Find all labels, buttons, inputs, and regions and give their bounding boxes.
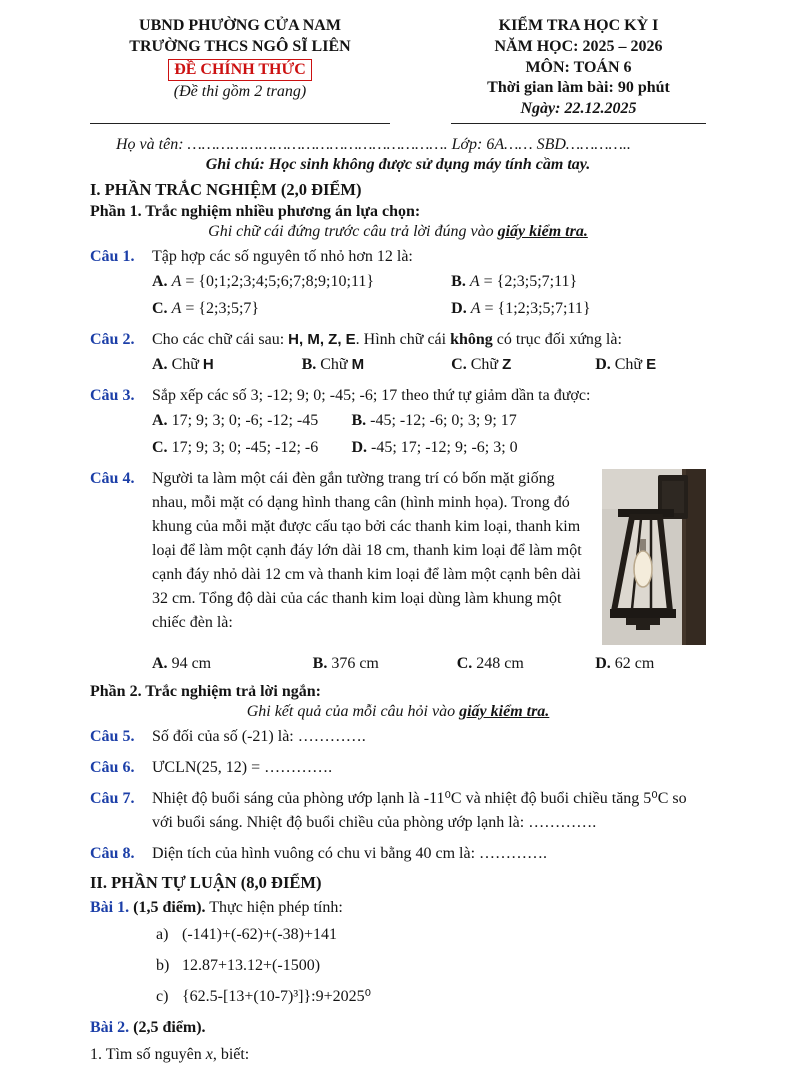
option-d [451, 297, 706, 321]
option-c [457, 652, 596, 676]
option-a-text: 17; 9; 3; 0; -6; -12; -45 [171, 411, 319, 429]
option-b [302, 353, 452, 377]
option-b-text: = {2;3;5;7;11} [479, 272, 578, 290]
question-7 [90, 787, 706, 835]
school-year: NĂM HỌC: 2025 – 2026 [494, 37, 663, 55]
question-2-bold-word: không [450, 330, 493, 348]
option-a-text: = {0;1;2;3;4;5;6;7;8;9;10;11} [181, 272, 375, 290]
option-c-letter: C. [152, 299, 168, 317]
option-b [313, 652, 457, 676]
section-1-title: I. PHẦN TRẮC NGHIỆM (2,0 ĐIỂM) [90, 179, 362, 199]
exam-note: Ghi chú: Học sinh không được sử dụng máy tính cầm tay. [205, 155, 591, 173]
option-a [152, 270, 451, 294]
question-2-letters: H, M, Z, E [288, 330, 356, 348]
option-d-letter: D. [595, 654, 611, 672]
part-1-instruction-text: Ghi chữ cái đứng trước câu trả lời đúng vào [208, 222, 498, 240]
question-2-body [152, 328, 706, 377]
option-c-letter: C. [451, 355, 467, 373]
option-a-letter: A. [152, 355, 168, 373]
exercise-2-item-1 [90, 1043, 706, 1067]
option-a [152, 652, 313, 676]
option-b-letter: B. [312, 654, 328, 672]
option-d-text: -45; 17; -12; 9; -6; 3; 0 [371, 438, 518, 456]
option-c-text: = {2;3;5;7} [181, 299, 260, 317]
item-a-expression: (-141)+(-62)+(-38)+141 [182, 925, 338, 943]
exercise-1-intro: Thực hiện phép tính: [209, 898, 343, 916]
exercise-1-item-c [156, 985, 706, 1009]
question-2-text-post: có trục đối xứng là: [492, 330, 622, 348]
option-d [595, 652, 706, 676]
question-5-label: Câu 5. [90, 727, 135, 745]
exercise-1-heading [90, 896, 706, 920]
exercise-2-label: Bài 2. [90, 1018, 130, 1036]
exam-header [90, 16, 706, 124]
option-b-letter: B. [301, 355, 317, 373]
part-2-instruction [90, 703, 706, 721]
option-a-letter: A. [152, 411, 168, 429]
option-b-letter: B. [451, 272, 466, 290]
question-6-text: ƯCLN(25, 12) = …………. [152, 758, 333, 776]
question-2-label: Câu 2. [90, 330, 135, 348]
question-8-label: Câu 8. [90, 844, 135, 862]
option-a-letter: A. [152, 272, 168, 290]
part-1-instruction-emphasis: giấy kiểm tra. [497, 222, 588, 240]
question-7-body [152, 787, 706, 835]
option-a [152, 353, 302, 377]
option-d-var: A [470, 299, 481, 317]
option-c [152, 297, 451, 321]
option-d-text: = {1;2;3;5;7;11} [480, 299, 591, 317]
pages-note: (Đề thi gồm 2 trang) [173, 82, 307, 100]
question-4 [90, 467, 706, 676]
part-2-instruction-text: Ghi kết quả của mỗi câu hỏi vào [246, 702, 460, 720]
question-8-text: Diện tích của hình vuông có chu vi bằng 40 cm là: …………. [152, 844, 548, 862]
exercise-2-item-1-pre: 1. Tìm số nguyên [90, 1045, 206, 1063]
question-4-body [152, 467, 706, 676]
question-8-body [152, 842, 706, 866]
question-3-label: Câu 3. [90, 386, 135, 404]
exercise-1-label: Bài 1. [90, 898, 130, 916]
question-1-label: Câu 1. [90, 247, 135, 265]
question-5 [90, 725, 706, 749]
exercise-2-heading [90, 1016, 706, 1040]
option-d-letter: D. [351, 438, 367, 456]
question-7-text: Nhiệt độ buổi sáng của phòng ướp lạnh là -11⁰C và nhiệt độ buổi chiều tăng 5⁰C so với buổi sáng. Nhiệt độ buổi chiều của phòng ướp lạnh là: …………. [152, 789, 687, 831]
option-c-text: Chữ [470, 355, 503, 373]
exercise-1-points: (1,5 điểm). [133, 898, 206, 916]
header-school-block [90, 16, 390, 124]
part-2-title: Phần 2. Trắc nghiệm trả lời ngắn: [90, 682, 321, 700]
question-5-text: Số đối của số (-21) là: …………. [152, 727, 366, 745]
option-c-glyph: Z [502, 355, 512, 373]
option-c-letter: C. [456, 654, 473, 672]
option-b-text: 376 cm [331, 654, 379, 672]
option-b [351, 409, 706, 433]
question-5-body [152, 725, 706, 749]
section-2-title: II. PHẦN TỰ LUẬN (8,0 ĐIỂM) [90, 872, 322, 892]
wall-lantern-illustration [602, 469, 706, 645]
option-d-letter: D. [451, 299, 467, 317]
option-b-text: Chữ [320, 355, 352, 373]
option-b [451, 270, 706, 294]
option-b-glyph: M [351, 355, 365, 373]
question-2-text-pre: Cho các chữ cái sau: [152, 330, 289, 348]
question-6-body [152, 756, 706, 780]
question-6-label: Câu 6. [90, 758, 135, 776]
question-2-options [152, 353, 706, 377]
option-a-letter: A. [152, 654, 168, 672]
exercise-2-item-1-post: , biết: [212, 1045, 250, 1063]
question-2-text [152, 328, 706, 352]
question-7-label: Câu 7. [90, 789, 135, 807]
question-2 [90, 328, 706, 377]
question-8 [90, 842, 706, 866]
option-a-text: Chữ [171, 355, 203, 373]
exercise-2-item-1-var: x [205, 1045, 213, 1063]
question-3-body [152, 384, 706, 460]
question-3-text: Sắp xếp các số 3; -12; 9; 0; -45; -6; 17 theo thứ tự giảm dần ta được: [152, 386, 591, 404]
question-1 [90, 245, 706, 321]
option-d [595, 353, 706, 377]
subject-name: MÔN: TOÁN 6 [525, 58, 632, 76]
option-b-var: A [469, 272, 480, 290]
school-name: TRƯỜNG THCS NGÔ SĨ LIÊN [129, 37, 351, 55]
option-a-var: A [171, 272, 182, 290]
exercise-1-items [156, 923, 706, 1009]
option-c [152, 436, 351, 460]
item-a-key: a) [156, 925, 169, 943]
question-1-options [152, 270, 706, 321]
exam-title: KIỂM TRA HỌC KỲ I [498, 17, 659, 34]
question-4-options [152, 649, 706, 676]
question-6 [90, 756, 706, 780]
official-exam-stamp-wrap [90, 59, 390, 81]
option-d-text: Chữ [614, 355, 647, 373]
part-1-instruction [90, 223, 706, 241]
question-1-text: Tập hợp các số nguyên tố nhỏ hơn 12 là: [152, 247, 413, 265]
question-3-options [152, 409, 706, 460]
option-c [451, 353, 595, 377]
official-exam-stamp: ĐỀ CHÍNH THỨC [168, 59, 312, 81]
header-exam-block [451, 16, 706, 124]
option-b-letter: B. [351, 411, 367, 429]
item-c-key: c) [156, 987, 169, 1005]
question-1-body [152, 245, 706, 321]
question-4-text: Người ta làm một cái đèn gắn tường trang trí có bốn mặt giống nhau, mỗi mặt có dạng hình thang cân (hình minh họa). Trong đó khung của mỗi mặt được cấu tạo bởi các thanh kim loại, thanh kim loại để làm một cạnh đáy lớn dài 18 cm, thanh kim loại để làm một cạnh đáy nhỏ dài 12 cm và thanh kim loại để làm một cạnh bên dài 32 cm. Tổng độ dài của các thanh kim loại dùng làm khung một chiếc đèn là: [152, 469, 582, 631]
item-b-expression: 12.87+13.12+(-1500) [182, 956, 321, 974]
question-2-text-mid: . Hình chữ cái [355, 330, 451, 348]
question-4-label: Câu 4. [90, 469, 135, 487]
option-a-glyph: H [202, 355, 214, 373]
question-3 [90, 384, 706, 460]
exercise-2-points: (2,5 điểm). [133, 1018, 206, 1036]
exercise-1-item-a [156, 923, 706, 947]
exam-date: Ngày: 22.12.2025 [520, 100, 637, 118]
org-name: UBND PHƯỜNG CỬA NAM [139, 17, 341, 34]
option-b-text: -45; -12; -6; 0; 3; 9; 17 [370, 411, 517, 429]
option-a-text: 94 cm [171, 654, 212, 672]
wall-lantern-photo [602, 469, 706, 645]
option-d [351, 436, 706, 460]
student-info-line: Họ và tên: ………………………………………………. Lớp: 6A…… SBD………….. [116, 135, 631, 153]
option-a [152, 409, 351, 433]
option-c-var: A [171, 299, 182, 317]
exercise-1-item-b [156, 954, 706, 978]
option-d-letter: D. [595, 355, 611, 373]
option-d-text: 62 cm [614, 654, 655, 672]
exam-duration: Thời gian làm bài: 90 phút [487, 79, 670, 97]
part-1-title: Phần 1. Trắc nghiệm nhiều phương án lựa chọn: [90, 202, 421, 220]
option-c-text: 17; 9; 3; 0; -45; -12; -6 [171, 438, 319, 456]
option-c-text: 248 cm [476, 654, 524, 672]
option-c-letter: C. [152, 438, 168, 456]
option-d-glyph: E [646, 355, 657, 373]
item-c-expression: {62.5-[13+(10-7)³]}:9+2025⁰ [182, 987, 372, 1005]
part-2-instruction-emphasis: giấy kiểm tra. [459, 702, 550, 720]
item-b-key: b) [156, 956, 170, 974]
